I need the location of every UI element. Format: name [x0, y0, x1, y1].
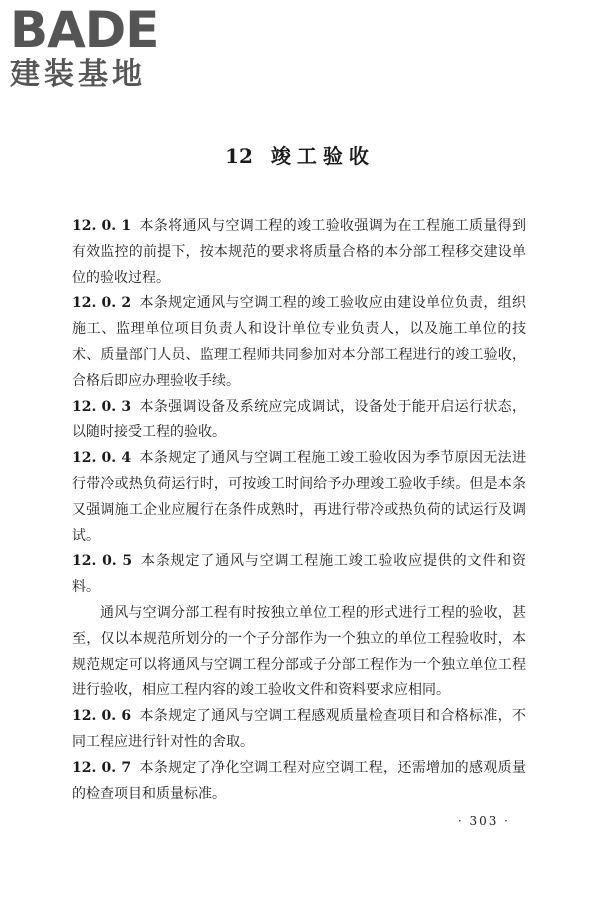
logo-subtitle: 建装基地: [10, 57, 146, 92]
clause-number: 12. 0. 4: [72, 450, 132, 467]
logo-wordmark: BADE: [10, 1, 159, 59]
clause-paragraph: [72, 446, 526, 549]
clause-text: 本条强调设备及系统应完成调试，设备处于能开启运行状态，以随时接受工程的验收。: [72, 398, 526, 441]
clause-number: 12. 0. 1: [72, 218, 132, 234]
body-text: [72, 214, 526, 807]
clause-text: 本条规定了净化空调工程对应空调工程，还需增加的感观质量的检查项目和质量标准。: [72, 759, 526, 802]
clause-paragraph: [72, 214, 526, 291]
clause-text: 本条规定了通风与空调工程施工竣工验收应提供的文件和资料。: [72, 553, 527, 596]
clause-paragraph: [72, 756, 526, 808]
clause-number: 12. 0. 5: [72, 553, 133, 570]
body-paragraph: [72, 601, 526, 704]
clause-paragraph: [72, 395, 526, 447]
clause-number: 12. 0. 7: [72, 759, 132, 776]
site-logo: [10, 1, 180, 96]
paragraph-text: 通风与空调分部工程有时按独立单位工程的形式进行工程的验收，甚至，仅以本规范所划分的一个子分部作为一个独立的单位工程验收时，本规范规定可以将通风与空调工程分部或子分部工程作为一个独立单位工程进行验收，相应工程内容的竣工验收文件和资料要求应相同。: [72, 604, 526, 699]
chapter-title-text: 竣工验收: [270, 144, 375, 168]
clause-paragraph: [72, 549, 526, 601]
clause-text: 本条规定了通风与空调工程施工竣工验收因为季节原因无法进行带冷或热负荷运行时，可按竣工时间给予办理竣工验收手续。但是本条又强调施工企业应履行在条件成熟时，再进行带冷或热负荷的试运行及调试。: [72, 450, 526, 544]
clause-text: 本条将通风与空调工程的竣工验收强调为在工程施工质量得到有效监控的前提下，按本规范的要求将质量合格的本分部工程移交建设单位的验收过程。: [72, 218, 526, 286]
clause-text: 本条规定通风与空调工程的竣工验收应由建设单位负责，组织施工、监理单位项目负责人和设计单位专业负责人，以及施工单位的技术、质量部门人员、监理工程师共同参加对本分部工程进行的竣工验收，合格后即应办理验收手续。: [72, 295, 526, 389]
clause-paragraph: [72, 291, 526, 394]
page-number: · 303 ·: [457, 814, 510, 828]
clause-text: 本条规定了通风与空调工程感观质量检查项目和合格标准，不同工程应进行针对性的舍取。: [72, 708, 526, 750]
chapter-number: 12: [225, 144, 253, 168]
chapter-title: [0, 140, 600, 169]
clause-paragraph: [72, 704, 526, 756]
clause-number: 12. 0. 6: [72, 708, 132, 725]
clause-number: 12. 0. 2: [72, 295, 132, 312]
clause-number: 12. 0. 3: [72, 398, 132, 415]
